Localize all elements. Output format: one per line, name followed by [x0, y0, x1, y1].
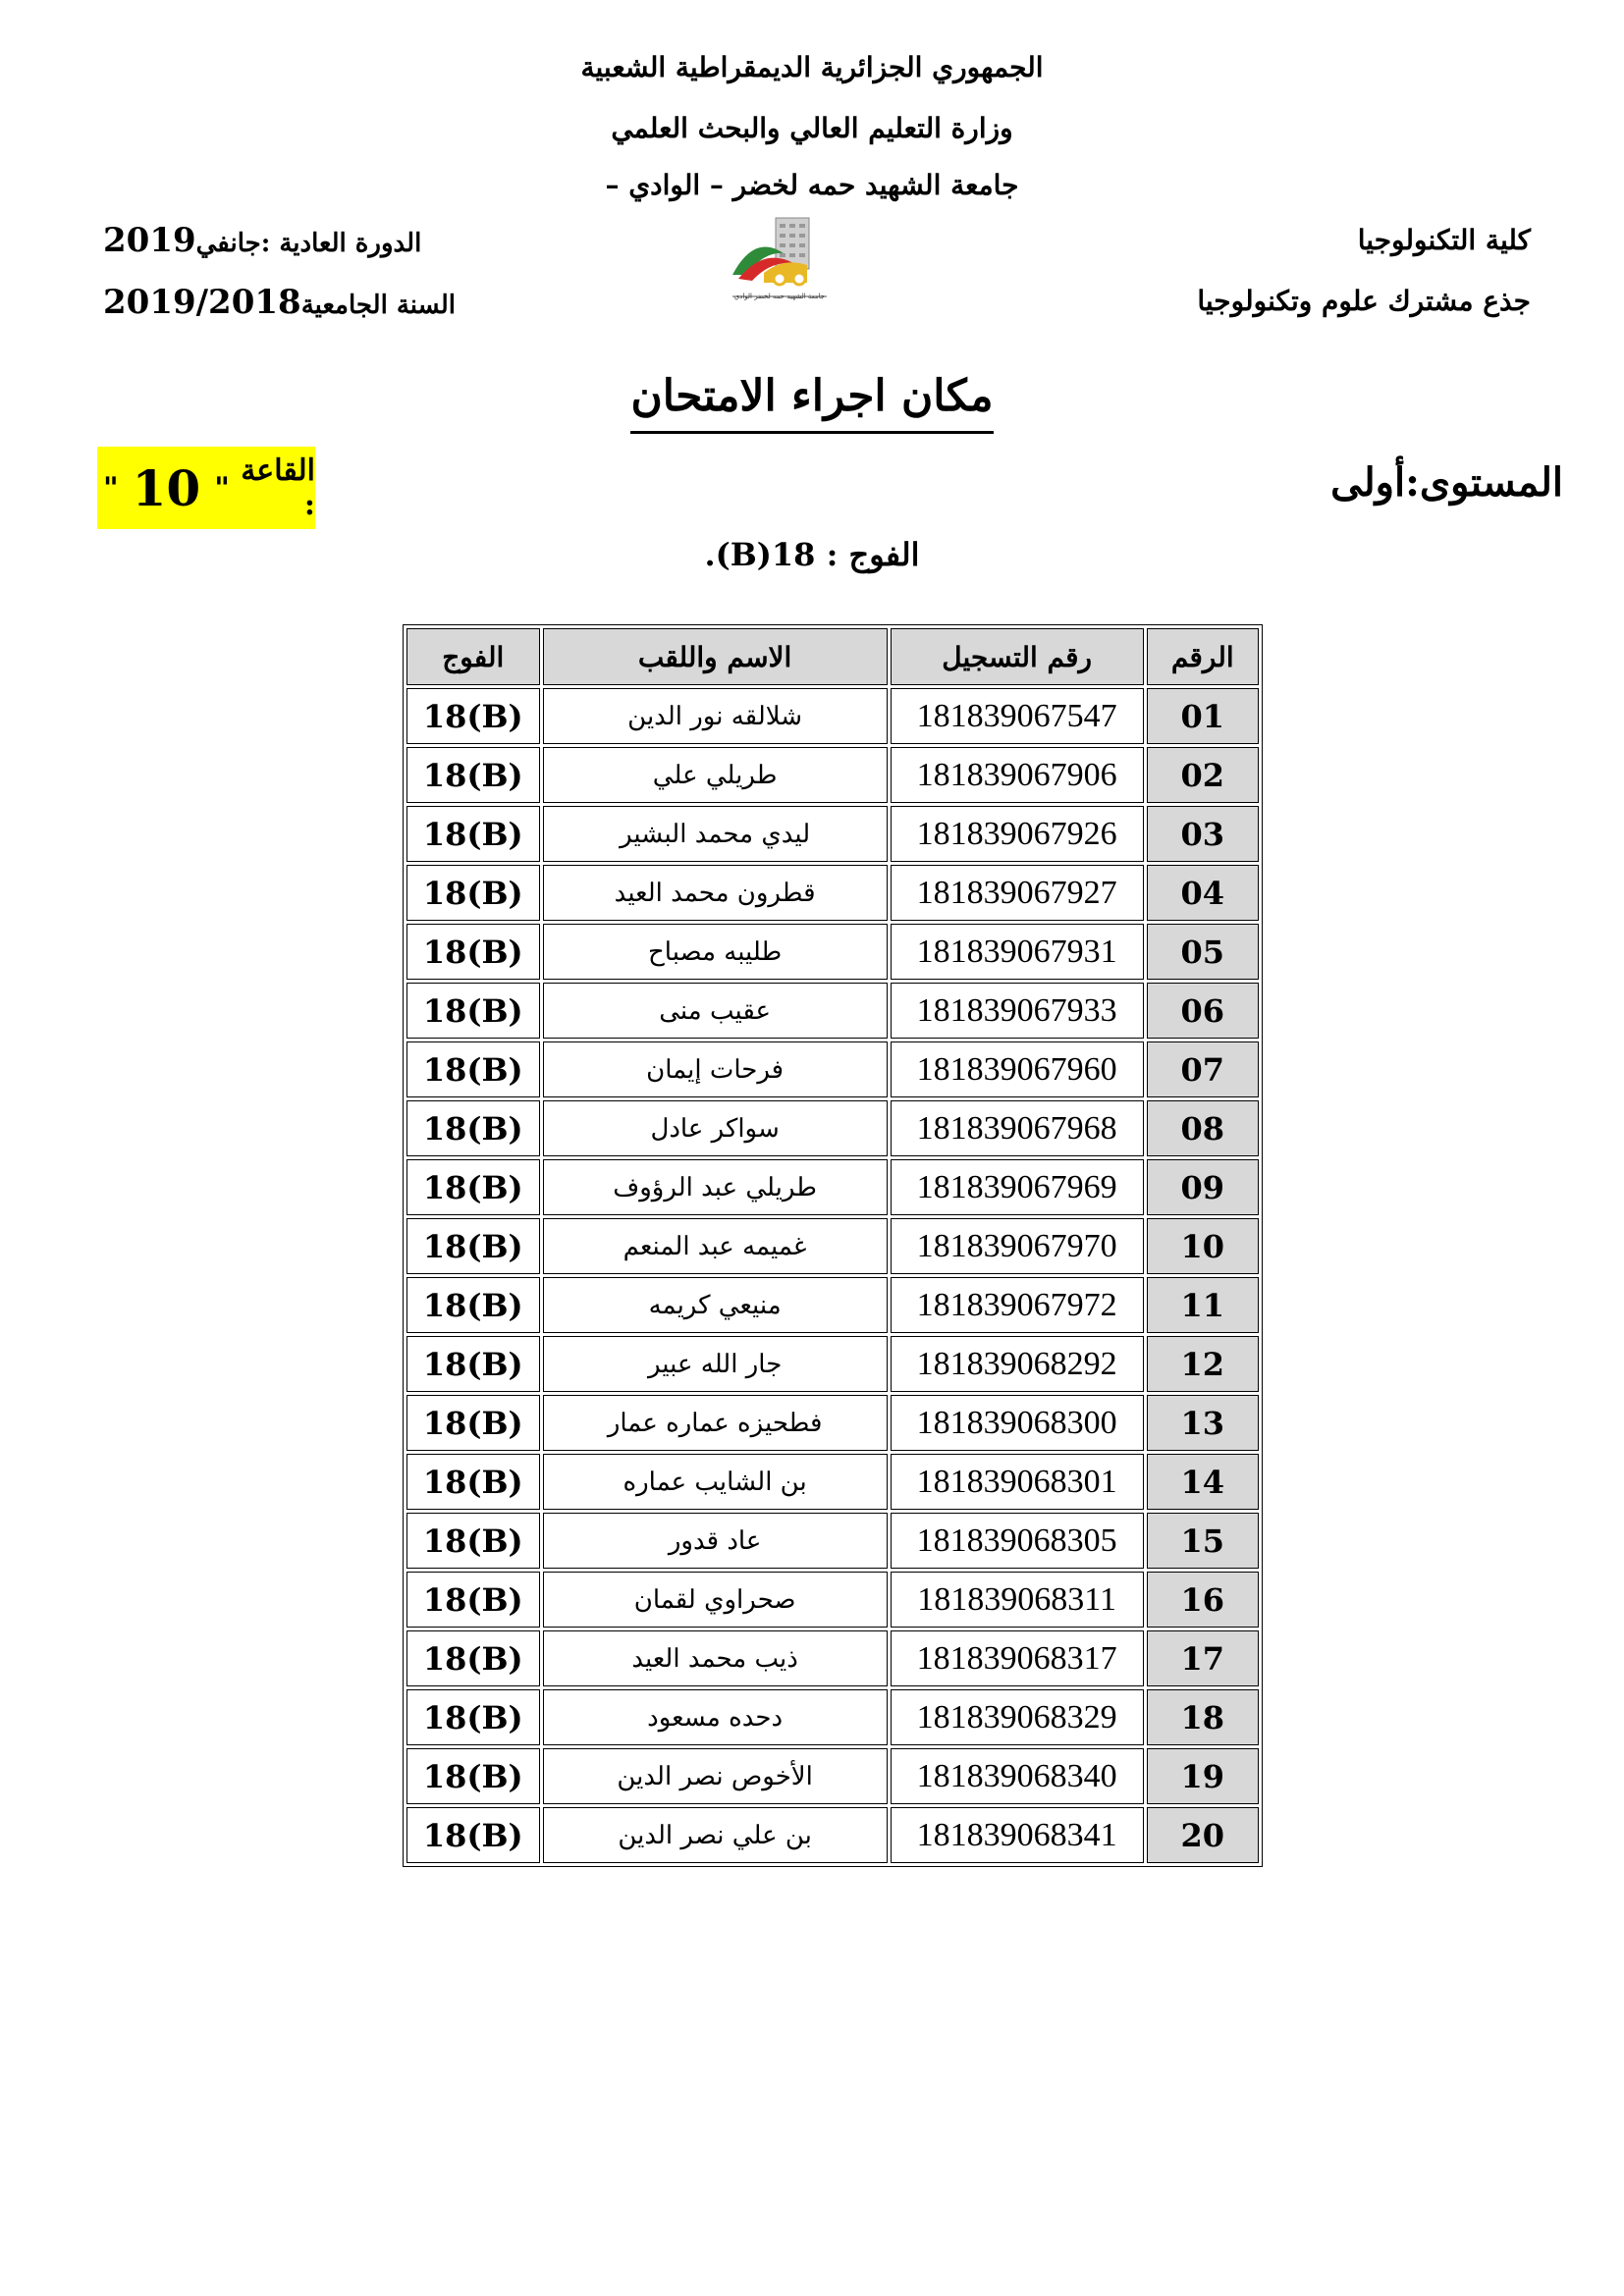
- hall-number: 10: [132, 458, 201, 517]
- logo-caption: جامعة الشهيد حمه لخضر الوادي: [733, 293, 826, 300]
- session-info: [103, 221, 421, 260]
- group-cell: 18(B): [406, 1748, 540, 1804]
- group-cell: 18(B): [406, 1277, 540, 1333]
- student-name: بن الشايب عماره: [543, 1454, 888, 1510]
- header-reg: رقم التسجيل: [891, 628, 1144, 685]
- group-cell: 18(B): [406, 1218, 540, 1274]
- group-cell: 18(B): [406, 747, 540, 803]
- registration-number: 181839067968: [891, 1100, 1144, 1156]
- group-cell: 18(B): [406, 1395, 540, 1451]
- student-name: صحراوي لقمان: [543, 1572, 888, 1628]
- roster-table: [403, 624, 1263, 1867]
- group-cell: 18(B): [406, 1513, 540, 1569]
- academic-year: 2019/2018: [103, 283, 301, 322]
- row-number: 13: [1147, 1395, 1259, 1451]
- row-number: 16: [1147, 1572, 1259, 1628]
- table-row: [406, 1100, 1259, 1156]
- group-line: الفوج : 18(B).: [704, 536, 920, 573]
- row-number: 08: [1147, 1100, 1259, 1156]
- table-header-row: [406, 628, 1259, 685]
- department-name: جذع مشترك علوم وتكنولوجيا: [1197, 285, 1531, 317]
- table-row: [406, 1689, 1259, 1745]
- row-number: 07: [1147, 1041, 1259, 1097]
- table-row: [406, 1513, 1259, 1569]
- registration-number: 181839067970: [891, 1218, 1144, 1274]
- table-row: [406, 1041, 1259, 1097]
- table-row: [406, 865, 1259, 921]
- table-row: [406, 924, 1259, 980]
- table-row: [406, 1218, 1259, 1274]
- row-number: 20: [1147, 1807, 1259, 1863]
- row-number: 11: [1147, 1277, 1259, 1333]
- row-number: 15: [1147, 1513, 1259, 1569]
- registration-number: 181839067969: [891, 1159, 1144, 1215]
- registration-number: 181839067926: [891, 806, 1144, 862]
- registration-number: 181839067960: [891, 1041, 1144, 1097]
- page-title: [0, 371, 1624, 434]
- page-title-text: مكان اجراء الامتحان: [630, 371, 993, 434]
- registration-number: 181839067972: [891, 1277, 1144, 1333]
- group-cell: 18(B): [406, 1159, 540, 1215]
- registration-number: 181839068301: [891, 1454, 1144, 1510]
- group-cell: 18(B): [406, 1807, 540, 1863]
- group-cell: 18(B): [406, 806, 540, 862]
- student-name: ذيب محمد العيد: [543, 1630, 888, 1686]
- group-cell: 18(B): [406, 1041, 540, 1097]
- session-label: الدورة العادية :جانفي: [195, 229, 422, 258]
- academic-year-label: السنة الجامعية: [300, 291, 456, 320]
- student-name: عاد قدور: [543, 1513, 888, 1569]
- registration-number: 181839068329: [891, 1689, 1144, 1745]
- student-name: عقيب منى: [543, 983, 888, 1039]
- registration-number: 181839068292: [891, 1336, 1144, 1392]
- group-cell: 18(B): [406, 1572, 540, 1628]
- student-name: جار الله عبير: [543, 1336, 888, 1392]
- header-name: الاسم واللقب: [543, 628, 888, 685]
- row-number: 01: [1147, 688, 1259, 744]
- row-number: 12: [1147, 1336, 1259, 1392]
- student-name: شلالقه نور الدين: [543, 688, 888, 744]
- registration-number: 181839067931: [891, 924, 1144, 980]
- registration-number: 181839068341: [891, 1807, 1144, 1863]
- hall-quote-close: ": [103, 470, 119, 506]
- student-name: طريلي عبد الرؤوف: [543, 1159, 888, 1215]
- university-title: جامعة الشهيد حمه لخضر – الوادي –: [605, 169, 1019, 201]
- group-cell: 18(B): [406, 1689, 540, 1745]
- group-cell: 18(B): [406, 1100, 540, 1156]
- level-label: المستوى:أولى: [1330, 459, 1563, 506]
- registration-number: 181839068340: [891, 1748, 1144, 1804]
- header-no: الرقم: [1147, 628, 1259, 685]
- student-name: طريلي علي: [543, 747, 888, 803]
- hall-quote-open: ": [214, 470, 230, 506]
- registration-number: 181839068317: [891, 1630, 1144, 1686]
- student-name: فرحات إيمان: [543, 1041, 888, 1097]
- table-row: [406, 1336, 1259, 1392]
- table-row: [406, 1572, 1259, 1628]
- student-name: دحده مسعود: [543, 1689, 888, 1745]
- row-number: 02: [1147, 747, 1259, 803]
- table-row: [406, 1630, 1259, 1686]
- student-name: غميمه عبد المنعم: [543, 1218, 888, 1274]
- registration-number: 181839067933: [891, 983, 1144, 1039]
- registration-number: 181839067927: [891, 865, 1144, 921]
- table-row: [406, 1454, 1259, 1510]
- table-row: [406, 688, 1259, 744]
- academic-year-info: [103, 283, 456, 322]
- table-row: [406, 983, 1259, 1039]
- table-row: [406, 1159, 1259, 1215]
- table-row: [406, 1748, 1259, 1804]
- hall-badge: [97, 447, 315, 529]
- row-number: 18: [1147, 1689, 1259, 1745]
- republic-title: الجمهوري الجزائرية الديمقراطية الشعبية: [580, 51, 1044, 83]
- registration-number: 181839068305: [891, 1513, 1144, 1569]
- header-group: الفوج: [406, 628, 540, 685]
- row-number: 03: [1147, 806, 1259, 862]
- registration-number: 181839067906: [891, 747, 1144, 803]
- student-name: سواكر عادل: [543, 1100, 888, 1156]
- row-number: 19: [1147, 1748, 1259, 1804]
- university-logo: [725, 214, 835, 312]
- student-name: منيعي كريمه: [543, 1277, 888, 1333]
- group-cell: 18(B): [406, 865, 540, 921]
- student-name: طليبه مصباح: [543, 924, 888, 980]
- registration-number: 181839068311: [891, 1572, 1144, 1628]
- row-number: 10: [1147, 1218, 1259, 1274]
- table-row: [406, 806, 1259, 862]
- student-name: قطرون محمد العيد: [543, 865, 888, 921]
- group-cell: 18(B): [406, 688, 540, 744]
- row-number: 04: [1147, 865, 1259, 921]
- group-cell: 18(B): [406, 1336, 540, 1392]
- row-number: 06: [1147, 983, 1259, 1039]
- table-row: [406, 1807, 1259, 1863]
- row-number: 17: [1147, 1630, 1259, 1686]
- student-name: ليدي محمد البشير: [543, 806, 888, 862]
- row-number: 05: [1147, 924, 1259, 980]
- table-row: [406, 1277, 1259, 1333]
- group-cell: 18(B): [406, 1454, 540, 1510]
- session-year: 2019: [103, 221, 196, 260]
- hall-label: القاعة :: [241, 454, 315, 522]
- student-name: الأخوص نصر الدين: [543, 1748, 888, 1804]
- registration-number: 181839067547: [891, 688, 1144, 744]
- row-number: 14: [1147, 1454, 1259, 1510]
- ministry-title: وزارة التعليم العالي والبحث العلمي: [611, 112, 1013, 144]
- group-cell: 18(B): [406, 924, 540, 980]
- student-name: فطحيزه عماره عمار: [543, 1395, 888, 1451]
- faculty-name: كلية التكنولوجيا: [1357, 224, 1531, 256]
- table-row: [406, 747, 1259, 803]
- registration-number: 181839068300: [891, 1395, 1144, 1451]
- row-number: 09: [1147, 1159, 1259, 1215]
- group-cell: 18(B): [406, 1630, 540, 1686]
- group-cell: 18(B): [406, 983, 540, 1039]
- roster-body: [406, 688, 1259, 1863]
- table-row: [406, 1395, 1259, 1451]
- student-name: بن علي نصر الدين: [543, 1807, 888, 1863]
